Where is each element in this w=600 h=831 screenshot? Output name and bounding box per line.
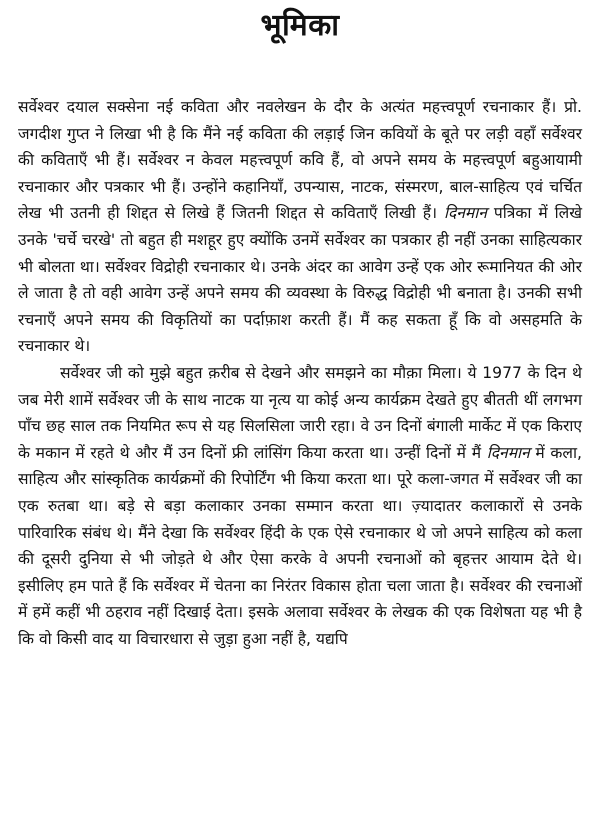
paragraph-1 [18, 94, 582, 360]
magazine-name-dinman: दिनमान [486, 443, 530, 462]
paragraph-2-text-b: में कला, साहित्य और सांस्कृतिक कार्यक्रमों की रिपोर्टिंग भी किया करता था। पूरे कला-जगत में सर्वेश्वर जी का एक रुतबा था। बड़े से बड़ा कलाकार उनका सम्मान करता था। ज़्यादातर कलाकारों से उनके पारिवारिक संबंध थे। मैंने देखा कि सर्वेश्वर हिंदी के एक ऐसे रचनाकार थे जो अपने साहित्य को कला की दूसरी दुनिया से भी जोड़ते थे और ऐसा करके वे अपनी रचनाओं को बृहत्तर आयाम देते थे। इसीलिए हम पाते हैं कि सर्वेश्वर में चेतना का निरंतर विकास होता चला जाता है। सर्वेश्वर की रचनाओं में हमें कहीं भी ठहराव नहीं दिखाई देता। इसके अलावा सर्वेश्वर के लेखक की एक विशेषता यह भी है कि वो किसी वाद या विचारधारा से जुड़ा हुआ नहीं है, यद्यपि [18, 443, 582, 648]
paragraph-1-text-a: सर्वेश्वर दयाल सक्सेना नई कविता और नवलेखन के दौर के अत्यंत महत्त्वपूर्ण रचनाकार हैं। प्रो. जगदीश गुप्त ने लिखा भी है कि मैंने नई कविता की लड़ाई जिन कवियों के बूते पर लड़ी वहाँ सर्वेश्वर की कविताएँ भी हैं। सर्वेश्वर न केवल महत्त्वपूर्ण कवि हैं, वो अपने समय के महत्त्वपूर्ण बहुआयामी रचनाकार और पत्रकार भी हैं। उन्होंने कहानियाँ, उपन्यास, नाटक, संस्मरण, बाल-साहित्य एवं चर्चित लेख भी उतनी ही शिद्दत से लिखे हैं जितनी शिद्दत से कविताएँ लिखी हैं। [18, 98, 582, 223]
paragraph-2-text-a: सर्वेश्वर जी को मुझे बहुत क़रीब से देखने और समझने का मौक़ा मिला। ये 1977 के दिन थे जब मेरी शामें सर्वेश्वर जी के साथ नाटक या नृत्य या कोई अन्य कार्यक्रम देखते हुए बीतती थीं लगभग पाँच छह साल तक नियमित रूप से यह सिलसिला जारी रहा। वे उन दिनों बंगाली मार्केट में एक किराए के मकान में रहते थे और मैं उन दिनों फ्री लांसिंग किया करता था। उन्हीं दिनों में मैं [18, 363, 582, 462]
magazine-name-dinman: दिनमान [443, 204, 487, 223]
paragraph-2 [18, 360, 582, 653]
page-title: भूमिका [260, 8, 340, 43]
body-text [18, 94, 582, 652]
paragraph-1-text-b: पत्रिका में लिखे उनके 'चर्चे चरखे' तो बहुत ही मशहूर हुए क्योंकि उनमें सर्वेश्वर का पत्रकार ही नहीं उनका साहित्यकार भी बोलता था। सर्वेश्वर विद्रोही रचनाकार थे। उनके अंदर का आवेग उन्हें एक ओर रूमानियत की ओर ले जाता है तो वही आवेग उन्हें अपने समय की व्यवस्था के विरुद्ध विद्रोही भी बनाता है। उनकी सभी रचनाएँ अपने समय की विकृतियों का पर्दाफ़ाश करती हैं। मैं कह सकता हूँ कि वो असहमति के रचनाकार थे। [18, 204, 582, 356]
